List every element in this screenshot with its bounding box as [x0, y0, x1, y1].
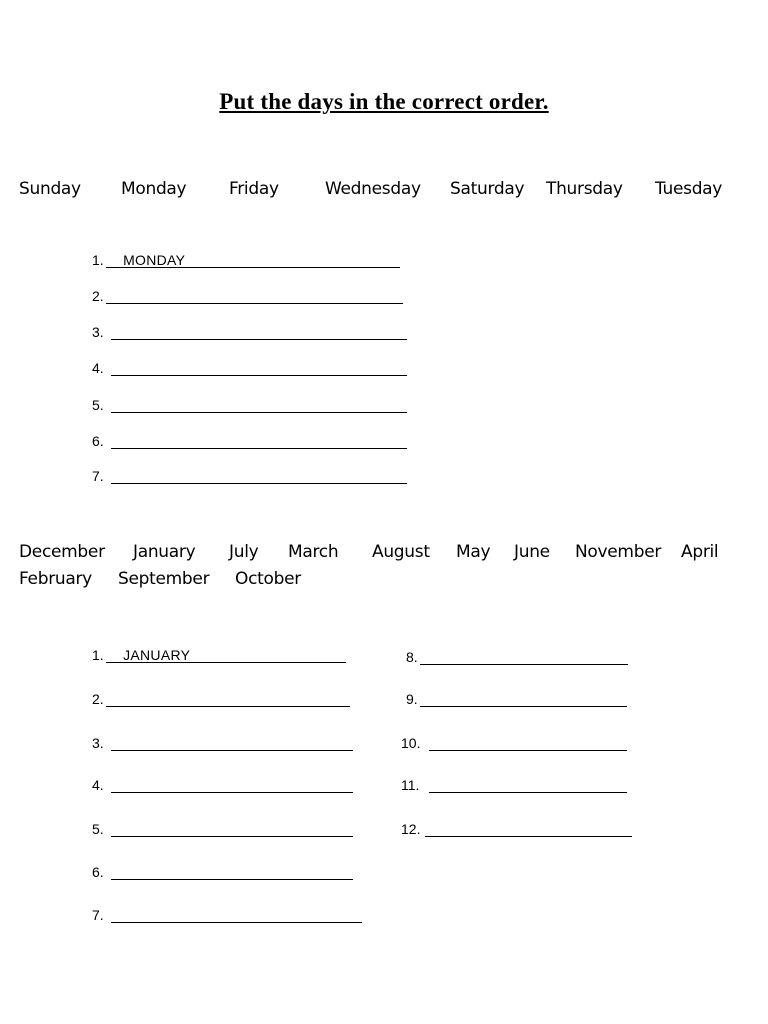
- day-word: Thursday: [546, 179, 623, 199]
- answer-line[interactable]: [92, 905, 104, 925]
- day-word: Tuesday: [655, 179, 723, 199]
- answer-text: _MONDAY: [115, 252, 186, 268]
- month-word: December: [19, 542, 105, 562]
- answer-number: 10.: [401, 735, 421, 751]
- day-word: Monday: [121, 179, 187, 199]
- day-word: Friday: [229, 179, 279, 199]
- answer-line[interactable]: [92, 819, 104, 839]
- answer-line[interactable]: [401, 733, 420, 753]
- answer-line[interactable]: [92, 358, 104, 378]
- answer-rule: [111, 836, 353, 837]
- answer-number: 2.: [92, 288, 104, 304]
- answer-line[interactable]: [92, 466, 104, 486]
- answer-line[interactable]: [406, 689, 418, 709]
- answer-line[interactable]: [92, 733, 104, 753]
- answer-number: 5.: [92, 821, 104, 837]
- answer-line[interactable]: [92, 775, 104, 795]
- month-word: September: [118, 569, 210, 589]
- month-word: July: [229, 542, 259, 562]
- month-word: August: [372, 542, 430, 562]
- month-word: June: [514, 542, 550, 562]
- month-word: October: [235, 569, 301, 589]
- answer-text: _JANUARY: [115, 647, 191, 663]
- answer-rule: [106, 267, 400, 268]
- answer-line[interactable]: [92, 862, 104, 882]
- answer-number: 7.: [92, 907, 104, 923]
- answer-rule: [420, 706, 627, 707]
- answer-rule: [425, 836, 632, 837]
- answer-rule: [106, 303, 403, 304]
- answer-rule: [111, 448, 407, 449]
- answer-number: 8.: [406, 649, 418, 665]
- answer-number: 3.: [92, 324, 104, 340]
- month-word: April: [681, 542, 719, 562]
- answer-line[interactable]: [92, 322, 104, 342]
- answer-rule: [111, 483, 407, 484]
- answer-line[interactable]: [92, 645, 191, 665]
- answer-number: 1.: [92, 647, 104, 663]
- month-word: January: [133, 542, 196, 562]
- worksheet-title: Put the days in the correct order.: [219, 89, 549, 114]
- answer-line[interactable]: [92, 286, 104, 306]
- answer-rule: [106, 706, 350, 707]
- answer-line[interactable]: [92, 689, 104, 709]
- day-word: Saturday: [450, 179, 525, 199]
- month-word: May: [456, 542, 491, 562]
- answer-number: 6.: [92, 433, 104, 449]
- answer-number: 4.: [92, 777, 104, 793]
- answer-number: 1.: [92, 252, 104, 268]
- answer-number: 5.: [92, 397, 104, 413]
- answer-rule: [429, 792, 627, 793]
- answer-rule: [106, 662, 346, 663]
- month-word: March: [288, 542, 339, 562]
- answer-rule: [111, 339, 407, 340]
- answer-rule: [111, 792, 353, 793]
- answer-number: 2.: [92, 691, 104, 707]
- day-word: Wednesday: [325, 179, 421, 199]
- answer-rule: [111, 922, 362, 923]
- month-word: November: [575, 542, 662, 562]
- answer-rule: [111, 412, 407, 413]
- answer-number: 6.: [92, 864, 104, 880]
- day-word: Sunday: [19, 179, 81, 199]
- answer-number: 3.: [92, 735, 104, 751]
- answer-rule: [429, 750, 627, 751]
- answer-line[interactable]: [92, 395, 104, 415]
- answer-number: 7.: [92, 468, 104, 484]
- answer-line[interactable]: [92, 250, 186, 270]
- answer-rule: [111, 375, 407, 376]
- answer-rule: [420, 664, 628, 665]
- answer-rule: [111, 879, 353, 880]
- answer-line[interactable]: [401, 775, 419, 795]
- answer-number: 11.: [401, 777, 420, 793]
- answer-rule: [111, 750, 353, 751]
- answer-line[interactable]: [92, 431, 104, 451]
- answer-line[interactable]: [401, 819, 420, 839]
- answer-number: 9.: [406, 691, 418, 707]
- answer-line[interactable]: [406, 647, 418, 667]
- answer-number: 4.: [92, 360, 104, 376]
- answer-number: 12.: [401, 821, 421, 837]
- month-word: February: [19, 569, 92, 589]
